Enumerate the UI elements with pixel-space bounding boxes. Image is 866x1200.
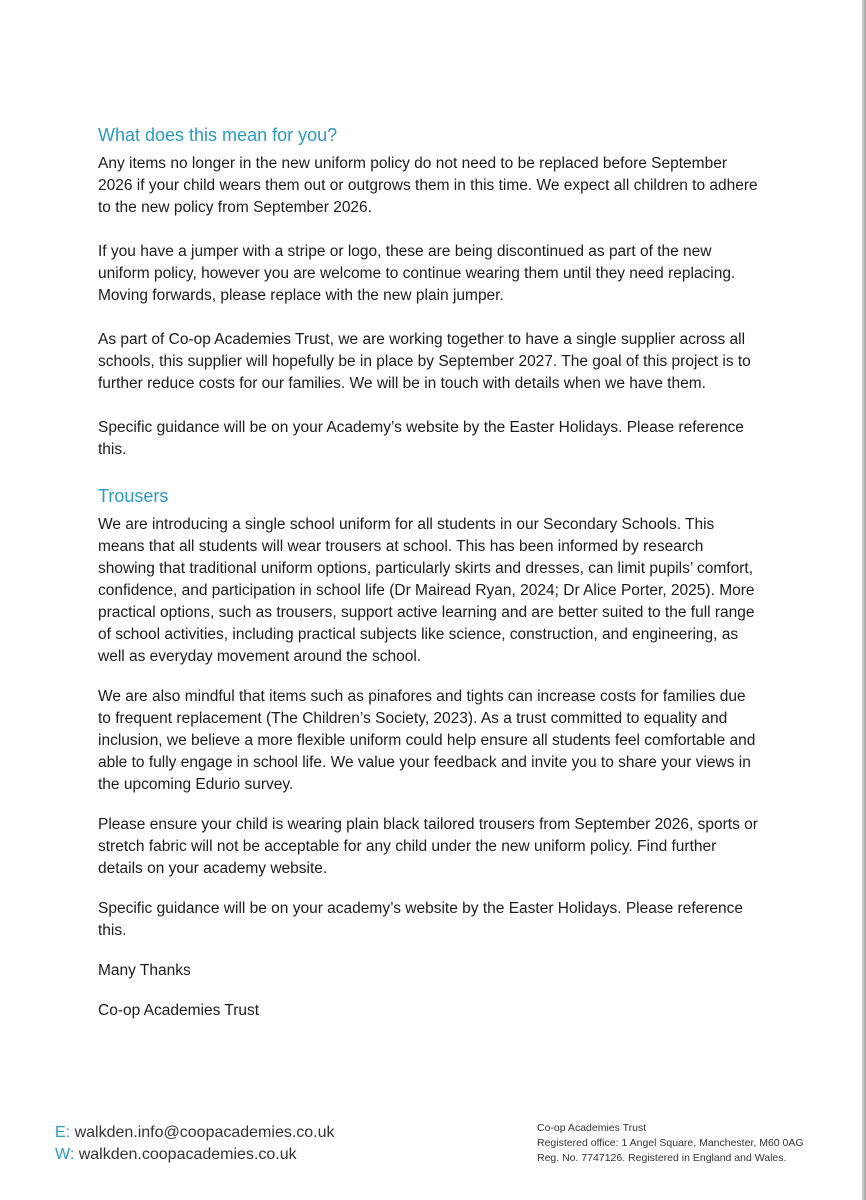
paragraph: We are also mindful that items such as pinafores and tights can increase costs for families due to frequent replacement (The Children’s Society, 2023). As a trust committed to equality and inclusion, we believe a more flexible uniform could help ensure all students feel comfortable and able to fully engage in school life. We value your feedback and invite you to share your views in the upcoming Edurio survey. <box>98 688 756 793</box>
letter-body <box>98 124 758 1022</box>
website-link[interactable]: walkden.coopacademies.co.uk <box>78 1146 297 1163</box>
page-edge-shadow <box>862 0 866 1200</box>
signoff: Many Thanks <box>98 962 191 979</box>
web-line <box>55 1144 335 1166</box>
registration-footer <box>537 1121 804 1166</box>
email-link[interactable]: walkden.info@coopacademies.co.uk <box>74 1124 335 1141</box>
paragraph: Please ensure your child is wearing plain black tailored trousers from September 2026, sports or stretch fabric will not be acceptable for any child under the new uniform policy. Find further details on your academy website. <box>98 816 758 877</box>
section-heading-what-does-this-mean: What does this mean for you? <box>98 125 338 145</box>
contact-footer <box>55 1122 335 1166</box>
paragraph: Specific guidance will be on your academy’s website by the Easter Holidays. Please reference this. <box>98 900 744 939</box>
registration-number: Reg. No. 7747126. Registered in England and Wales. <box>537 1152 787 1164</box>
section-heading-trousers: Trousers <box>98 486 169 506</box>
paragraph: Specific guidance will be on your Academy’s website by the Easter Holidays. Please reference this. <box>98 419 744 458</box>
paragraph: If you have a jumper with a stripe or logo, these are being discontinued as part of the new uniform policy, however you are welcome to continue wearing them until they need replacing. Moving forwards, please replace with the new plain jumper. <box>98 243 736 304</box>
email-line <box>55 1122 335 1144</box>
paragraph: Any items no longer in the new uniform policy do not need to be replaced before September 2026 if your child wears them out or outgrows them in this time. We expect all children to adhere to the new policy from September 2026. <box>98 155 758 216</box>
paragraph: We are introducing a single school uniform for all students in our Secondary Schools. This means that all students will wear trousers at school. This has been informed by research showing that traditional uniform options, particularly skirts and dresses, can limit pupils’ comfort, confidence, and participation in school life (Dr Mairead Ryan, 2024; Dr Alice Porter, 2025). More practical options, such as trousers, support active learning and are better suited to the full range of school activities, including practical subjects like science, construction, and engineering, as well as everyday movement around the school. <box>98 516 755 665</box>
web-label: W: <box>55 1146 75 1163</box>
signature: Co-op Academies Trust <box>98 1002 260 1019</box>
paragraph: As part of Co-op Academies Trust, we are working together to have a single supplier across all schools, this supplier will hopefully be in place by September 2027. The goal of this project is to further reduce costs for our families. We will be in touch with details when we have them. <box>98 331 751 392</box>
registered-office: Registered office: 1 Angel Square, Manchester, M60 0AG <box>537 1137 804 1149</box>
email-label: E: <box>55 1124 71 1141</box>
org-name: Co-op Academies Trust <box>537 1122 647 1134</box>
